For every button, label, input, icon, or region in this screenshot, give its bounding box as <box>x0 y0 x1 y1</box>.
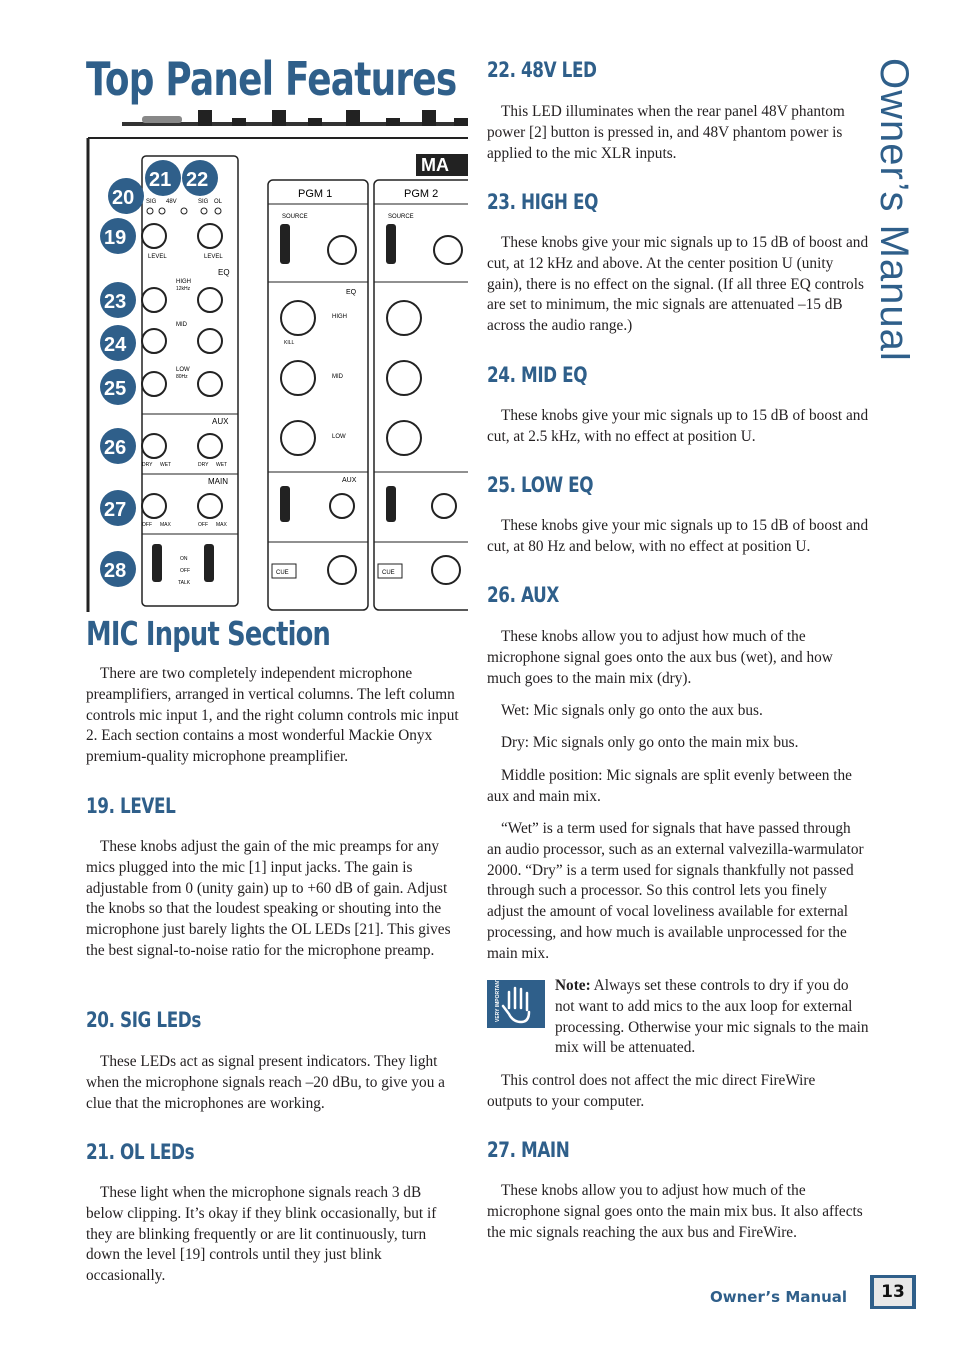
mic-section-intro: There are two completely independent microphone preamplifiers, arranged in vertical columns. The left column controls mic input 1, and the right column controls mic input 2. Each section contains a most wonderful Mackie Onyx premium-quality microphone preamplifier. <box>86 665 459 766</box>
panel-logo: MA <box>421 155 449 175</box>
svg-text:KILL: KILL <box>284 340 295 346</box>
heading-21-ol-leds: 21. OL LEDs <box>86 1140 195 1164</box>
svg-text:DRY: DRY <box>198 462 209 468</box>
svg-text:LEVEL: LEVEL <box>148 254 167 260</box>
svg-text:OFF: OFF <box>180 568 190 574</box>
svg-text:HIGH: HIGH <box>332 314 347 320</box>
callout-22: 22 <box>186 169 209 191</box>
body-26-middle: Middle position: Mic signals are split evenly between the aux and main mix. <box>487 767 852 805</box>
svg-text:OL: OL <box>214 199 223 205</box>
svg-text:EQ: EQ <box>218 268 230 277</box>
svg-text:LEVEL: LEVEL <box>204 254 223 260</box>
body-26-dry: Dry: Mic signals only go onto the main mix bus. <box>501 734 799 751</box>
body-26-explain: “Wet” is a term used for signals that have passed through an audio processor, such as an external valvezilla-warmulator 2000. “Dry” is a term used for signals thankfully not passed through such a processor. So this control lets you finely adjust the amount of vocal loveliness available for external processing, and how much is available unprocessed for the main mix. <box>487 820 864 962</box>
heading-26-aux: 26. AUX <box>487 583 559 607</box>
body-23-high-eq: These knobs give your mic signals up to 15 dB of boost and cut, at 12 kHz and above. At the center position U (unity gain), there is no effect on the signal. (If all three EQ controls are set to minimum, the mic signals are attenuated –15 dB across the audio range.) <box>487 234 869 335</box>
svg-text:48V: 48V <box>166 199 177 205</box>
callout-23: 23 <box>104 291 127 313</box>
heading-20-sig-leds: 20. SIG LEDs <box>86 1008 201 1032</box>
svg-text:OFF: OFF <box>142 522 152 528</box>
svg-text:WET: WET <box>160 462 172 468</box>
svg-text:VERY IMPORTANT: VERY IMPORTANT <box>495 980 501 1022</box>
callout-27: 27 <box>104 499 127 521</box>
svg-text:LOW: LOW <box>332 434 346 440</box>
note-block <box>555 976 869 1059</box>
svg-text:12kHz: 12kHz <box>176 286 191 292</box>
body-21-ol-leds: These light when the microphone signals reach 3 dB below clipping. It’s okay if they blink occasionally, but if they are blinking frequently or are lit continuously, turn down the level [19] controls until they just blink occasionally. <box>86 1184 437 1285</box>
top-panel-figure <box>86 108 468 612</box>
page-title: Top Panel Features <box>86 52 457 106</box>
heading-27-main: 27. MAIN <box>487 1138 570 1162</box>
heading-19-level: 19. LEVEL <box>86 794 176 818</box>
note-label: Note: <box>555 977 591 994</box>
body-26-after: This control does not affect the mic direct FireWire outputs to your computer. <box>487 1072 816 1110</box>
svg-text:PGM 2: PGM 2 <box>404 188 439 200</box>
heading-23-high-eq: 23. HIGH EQ <box>487 190 598 214</box>
svg-text:LOW: LOW <box>176 367 190 373</box>
callout-19: 19 <box>104 227 127 249</box>
svg-text:CUE: CUE <box>382 570 395 576</box>
svg-text:MAX: MAX <box>160 522 171 528</box>
body-22-48v-led: This LED illuminates when the rear panel 48V phantom power [2] button is pressed in, and 48V phantom power is applied to the mic XLR inputs. <box>487 103 845 162</box>
body-19-level: These knobs adjust the gain of the mic preamps for any mics plugged into the mic [1] input jacks. The gain is adjustable from 0 (unity gain) up to +60 dB of gain. Adjust the knobs so that the loudest speaking or shouting into the microphone just barely lights the OL LEDs [21]. This gives the best signal-to-noise ratio for the microphone preamp. <box>86 838 451 959</box>
svg-text:CUE: CUE <box>276 570 289 576</box>
svg-text:SOURCE: SOURCE <box>388 214 414 220</box>
page-number-box <box>870 1275 916 1309</box>
svg-text:MID: MID <box>332 374 343 380</box>
svg-text:SIG: SIG <box>146 199 157 205</box>
callout-20: 20 <box>112 187 135 209</box>
svg-text:WET: WET <box>216 462 228 468</box>
heading-24-mid-eq: 24. MID EQ <box>487 363 588 387</box>
note-body: Always set these controls to dry if you do not want to add mics to the aux loop for external processing. Otherwise your mic signals to the main mix will be attenuated. <box>555 977 869 1057</box>
callout-28: 28 <box>104 560 127 582</box>
svg-text:AUX: AUX <box>212 417 229 426</box>
body-20-sig-leds: These LEDs act as signal present indicators. They light when the microphone signals reach –20 dBu, to give you a clue that the microphones are working. <box>86 1053 445 1112</box>
svg-text:SIG: SIG <box>198 199 209 205</box>
svg-text:PGM 1: PGM 1 <box>298 188 333 200</box>
callout-21: 21 <box>149 169 172 191</box>
body-25-low-eq: These knobs give your mic signals up to 15 dB of boost and cut, at 80 Hz and below, with no effect at position U. <box>487 517 869 555</box>
heading-25-low-eq: 25. LOW EQ <box>487 473 594 497</box>
svg-text:MAX: MAX <box>216 522 227 528</box>
body-27-main: These knobs allow you to adjust how much of the microphone signal goes onto the main mix bus. It also affects the mic signals reaching the aux bus and FireWire. <box>487 1182 863 1241</box>
callout-24: 24 <box>104 334 127 356</box>
svg-text:DRY: DRY <box>142 462 153 468</box>
body-26-aux: These knobs allow you to adjust how much of the microphone signal goes onto the aux bus (wet), and how much goes to the main mix (dry). <box>487 628 833 687</box>
side-manual-label: Owner’s Manual <box>872 58 916 362</box>
heading-22-48v-led: 22. 48V LED <box>487 58 597 82</box>
svg-text:MAIN: MAIN <box>208 477 228 486</box>
svg-text:EQ: EQ <box>346 289 357 296</box>
svg-text:AUX: AUX <box>342 477 357 484</box>
body-26-wet: Wet: Mic signals only go onto the aux bus. <box>501 702 763 719</box>
svg-text:ON: ON <box>180 556 188 562</box>
page-number: 13 <box>874 1278 912 1306</box>
footer-manual-label: Owner’s Manual <box>710 1288 848 1306</box>
svg-text:MID: MID <box>176 322 187 328</box>
svg-text:OFF: OFF <box>198 522 208 528</box>
callout-25: 25 <box>104 378 127 400</box>
svg-text:HIGH: HIGH <box>176 279 191 285</box>
svg-text:TALK: TALK <box>178 580 191 586</box>
svg-text:80Hz: 80Hz <box>176 374 188 380</box>
hand-icon <box>487 980 545 1028</box>
body-24-mid-eq: These knobs give your mic signals up to 15 dB of boost and cut, at 2.5 kHz, with no effect at position U. <box>487 407 869 445</box>
callout-26: 26 <box>104 437 127 459</box>
mic-section-heading: MIC Input Section <box>86 614 331 653</box>
svg-text:SOURCE: SOURCE <box>282 214 308 220</box>
